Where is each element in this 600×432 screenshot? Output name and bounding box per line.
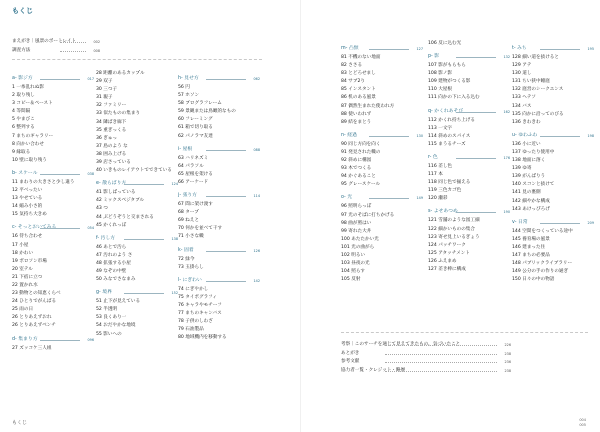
chapter-title: p- 影 bbox=[428, 54, 440, 60]
chapter-title: l- にぎわい bbox=[178, 277, 202, 283]
toc-entry[interactable]: 75 タイポグラフィ bbox=[178, 294, 218, 300]
chapter-heading[interactable] bbox=[178, 191, 260, 201]
chapter-title: c- そっとおいてみる bbox=[12, 225, 57, 231]
toc-entry[interactable]: 97 光のそばに打ちかげる bbox=[341, 212, 395, 218]
toc-entry[interactable]: 70 何かを並べて干す bbox=[178, 226, 223, 232]
toc-entry[interactable]: 130 道し bbox=[512, 71, 532, 77]
toc-entry[interactable]: 62 パノラマ友達 bbox=[178, 133, 213, 139]
leader-dots bbox=[60, 51, 86, 52]
chapter-title: e- 散らばり方 bbox=[96, 181, 127, 187]
toc-entry[interactable]: 17 小屋 bbox=[12, 242, 29, 248]
toc-entry[interactable]: 18 かわい bbox=[12, 250, 34, 256]
toc-intro-entry[interactable] bbox=[12, 38, 100, 47]
toc-entry[interactable]: 96 照明らっぽ bbox=[341, 204, 372, 210]
toc-entry[interactable]: 79 石油製品 bbox=[178, 327, 204, 333]
toc-entry[interactable]: 31 親子 bbox=[96, 95, 113, 101]
toc-entry[interactable]: 25 雨の日 bbox=[12, 307, 34, 313]
toc-entry[interactable]: 105 反射 bbox=[341, 277, 361, 283]
toc-entry[interactable]: 76 キャラやモチーフ bbox=[178, 302, 222, 308]
toc-entry[interactable]: 74 にぎやかし bbox=[178, 286, 209, 292]
chapter-page: 038 bbox=[87, 171, 94, 176]
toc-entry[interactable]: 134 バス bbox=[512, 103, 532, 109]
entry-page: 238 bbox=[504, 351, 511, 356]
toc-entry[interactable]: 65 屋根を架ける bbox=[178, 171, 213, 177]
toc-column bbox=[428, 40, 510, 274]
toc-entry[interactable]: 44 ぶどうぞうと交まされる bbox=[96, 214, 154, 220]
entry-label: 考察｜このサーチを通じて見えてきたもの、気づいたこと bbox=[341, 342, 461, 347]
toc-entry[interactable]: 29 双子 bbox=[96, 79, 113, 85]
entry-label: あとがき bbox=[341, 350, 360, 356]
toc-entry[interactable]: 21 下宿に立つ bbox=[12, 274, 43, 280]
toc-entry[interactable]: 7 まちのギャラリー bbox=[12, 133, 54, 139]
toc-entry[interactable]: 46 あとで汚ら bbox=[96, 244, 127, 250]
leader-dots bbox=[385, 371, 497, 372]
chapter-title: i- 屋根 bbox=[178, 146, 193, 152]
chapter-heading[interactable] bbox=[178, 246, 260, 256]
toc-entry[interactable]: 148 パブリックライブラリー bbox=[512, 261, 573, 267]
toc-entry[interactable]: 4 等間隔 bbox=[12, 109, 31, 115]
toc-column bbox=[178, 70, 260, 342]
toc-entry[interactable]: 144 空間をつくっている途中 bbox=[512, 228, 573, 234]
leader-dots bbox=[385, 362, 497, 363]
toc-entry[interactable]: 113 一文字 bbox=[428, 125, 453, 131]
entry-page: 226 bbox=[504, 343, 511, 347]
toc-entry[interactable]: 10 壁に取り残う bbox=[12, 157, 47, 163]
toc-entry[interactable]: 57 ホソン bbox=[178, 93, 200, 99]
toc-entry[interactable]: 86 机のある風景 bbox=[341, 95, 376, 101]
toc-closing-entry[interactable] bbox=[341, 350, 511, 359]
toc-entry[interactable]: 101 光の曲がら bbox=[341, 244, 375, 250]
toc-entry[interactable]: 82 ささる bbox=[341, 63, 363, 69]
toc-entry[interactable]: 145 養育場の風景 bbox=[512, 236, 550, 242]
toc-entry[interactable]: 135 向かに沿ってのびる bbox=[512, 111, 564, 117]
toc-entry[interactable]: 39 店さっている bbox=[96, 160, 131, 166]
toc-entry[interactable]: 60 フレーミング bbox=[178, 117, 213, 123]
toc-column bbox=[512, 40, 594, 284]
chapter-heading[interactable] bbox=[428, 153, 510, 163]
toc-entry[interactable]: 32 ファミリー bbox=[96, 103, 127, 109]
toc-entry[interactable]: 88 使いわれず bbox=[341, 111, 372, 117]
toc-entry[interactable]: 55 影いへの bbox=[96, 331, 122, 337]
toc-entry[interactable]: 81 不機のない地面 bbox=[341, 55, 381, 60]
toc-entry[interactable]: 121 雪舗のような図工細 bbox=[428, 218, 480, 224]
toc-entry[interactable]: 14 縮み小さ的 bbox=[12, 204, 43, 210]
toc-entry[interactable]: 112 かくれ持ち上げる bbox=[428, 117, 475, 123]
toc-entry[interactable]: 93 木でつくる bbox=[341, 166, 372, 172]
toc-entry[interactable]: 64 パラソル bbox=[178, 163, 204, 169]
toc-entry[interactable]: 142 細やかな構成 bbox=[512, 198, 550, 204]
chapter-title: t- みち bbox=[512, 46, 527, 51]
entry-page: 008 bbox=[93, 48, 100, 53]
toc-entry[interactable]: 89 結をまとう bbox=[341, 119, 372, 125]
toc-entry[interactable]: 138 地面に溶く bbox=[512, 158, 546, 164]
toc-entry[interactable]: 56 円 bbox=[178, 85, 190, 90]
chapter-heading[interactable] bbox=[178, 276, 260, 286]
toc-entry[interactable]: 127 差き棒に構成 bbox=[428, 266, 466, 272]
toc-entry[interactable]: 129 アテ bbox=[512, 63, 532, 69]
toc-entry[interactable]: 61 箱で切り取る bbox=[178, 125, 213, 131]
chapter-page: 127 bbox=[416, 47, 423, 51]
toc-entry[interactable]: 73 玉掛らし bbox=[178, 264, 204, 270]
chapter-title: h- 見せ方 bbox=[178, 76, 199, 81]
chapter-page: 209 bbox=[587, 220, 594, 225]
chapter-page: 130 bbox=[416, 133, 423, 138]
toc-entry[interactable]: 146 建まった住 bbox=[512, 244, 546, 250]
toc-entry[interactable]: 147 まちの必要品 bbox=[512, 252, 550, 258]
chapter-page: 176 bbox=[503, 155, 510, 160]
toc-entry[interactable]: 111 向かの下に入る込む bbox=[428, 95, 480, 101]
toc-entry[interactable]: 80 地域機内を移動する bbox=[178, 335, 227, 341]
toc-entry[interactable]: 119 三色カゴ色 bbox=[428, 188, 462, 194]
toc-entry[interactable]: 136 小に近い bbox=[512, 141, 541, 147]
leader-dots bbox=[60, 42, 86, 43]
chapter-heading[interactable] bbox=[12, 335, 94, 345]
toc-entry[interactable]: 137 ゆったり使用中 bbox=[512, 149, 555, 155]
toc-closing-entry[interactable] bbox=[341, 341, 511, 350]
toc-entry[interactable]: 36 ぎゅっ bbox=[96, 135, 118, 141]
chapter-page: 190 bbox=[503, 210, 510, 215]
toc-entry[interactable]: 1 一糸乱れぬ影 bbox=[12, 85, 44, 90]
toc-entry[interactable]: 77 まちのキャンバス bbox=[178, 310, 222, 316]
toc-entry[interactable]: 100 あたたかい光 bbox=[341, 236, 379, 242]
toc-entry[interactable]: 58 ブログラフレーム bbox=[178, 101, 222, 107]
toc-entry[interactable]: 45 かくれっぼ bbox=[96, 222, 127, 228]
chapter-heading[interactable] bbox=[12, 74, 94, 84]
toc-entry[interactable]: 5 やまびこ bbox=[12, 117, 35, 123]
toc-column bbox=[12, 70, 94, 353]
chapter-heading[interactable] bbox=[512, 44, 594, 54]
toc-entry[interactable]: 15 気持ち大きめ bbox=[12, 212, 47, 218]
toc-entry[interactable]: 78 子供のしわざ bbox=[178, 319, 213, 325]
toc-entry[interactable]: 49 なぞの中壁 bbox=[96, 268, 127, 274]
toc-entry[interactable]: 43 つ bbox=[96, 206, 108, 212]
toc-entry[interactable]: 139 がんばりう bbox=[512, 174, 546, 180]
toc-entry[interactable]: 34 隣ばき廊下 bbox=[96, 119, 127, 125]
chapter-page: 088 bbox=[253, 147, 260, 152]
chapter-title: v- 日常 bbox=[512, 219, 528, 225]
chapter-page: 198 bbox=[587, 133, 594, 138]
toc-entry[interactable]: 69 ねえと bbox=[178, 218, 200, 224]
toc-entry[interactable]: 109 建物がつくる影 bbox=[428, 79, 471, 85]
chapter-page: 149 bbox=[416, 196, 423, 201]
closing-divider bbox=[341, 332, 588, 333]
toc-entry[interactable]: 139 ゆ寄 bbox=[512, 166, 532, 172]
toc-entry[interactable]: 35 重ぎっくる bbox=[96, 127, 127, 133]
toc-entry[interactable]: 8 向かい合わせ bbox=[12, 141, 44, 147]
chapter-title: q- かくれあそび bbox=[428, 108, 464, 114]
chapter-title: g- 境界 bbox=[96, 290, 112, 296]
chapter-page: 195 bbox=[587, 47, 594, 51]
entry-label: 協力者一覧・クレジット・略歴 bbox=[341, 367, 406, 373]
toc-entry[interactable]: 114 斜めのスパイス bbox=[428, 133, 471, 139]
chapter-title: d- 集まり方 bbox=[12, 336, 38, 342]
toc-entry[interactable]: 140 スコンと抜けて bbox=[512, 182, 555, 188]
toc-entry[interactable]: 117 本 bbox=[428, 172, 443, 178]
chapter-heading[interactable] bbox=[341, 44, 423, 54]
toc-entry[interactable]: 104 照らす bbox=[341, 269, 366, 275]
toc-entry[interactable]: 19 ボロソン市場 bbox=[12, 258, 47, 264]
toc-column bbox=[96, 70, 178, 339]
toc-entry[interactable]: 94 かぐあること bbox=[341, 174, 376, 180]
toc-entry[interactable]: 20 室テル bbox=[12, 266, 33, 272]
chapter-title: o- 光 bbox=[341, 195, 353, 201]
toc-entry[interactable]: 85 インスタント bbox=[341, 87, 376, 93]
chapter-heading[interactable] bbox=[428, 52, 510, 62]
toc-entry[interactable]: 30 三つ子 bbox=[96, 87, 118, 93]
toc-entry[interactable]: 22 置かれ水 bbox=[12, 282, 38, 288]
toc-entry[interactable]: 9 縁取る bbox=[12, 149, 31, 155]
chapter-title: n- 経過 bbox=[341, 132, 357, 138]
chapter-page: 062 bbox=[253, 77, 260, 81]
toc-entry[interactable]: 92 斜めに構図 bbox=[341, 158, 372, 164]
page-title: もくじ bbox=[12, 7, 33, 15]
chapter-title: m- 凸無 bbox=[341, 46, 359, 51]
toc-entry[interactable]: 131 ちい狭中睡庭 bbox=[512, 79, 550, 85]
leader-dots bbox=[385, 345, 497, 346]
toc-entry[interactable]: 12 平べったい bbox=[12, 188, 43, 194]
toc-entry[interactable]: 107 影がもらもら bbox=[428, 63, 466, 69]
chapter-page: 138 bbox=[171, 236, 178, 241]
toc-entry[interactable]: 90 同じ方向を向く bbox=[341, 141, 381, 147]
toc-entry[interactable]: 53 良くあり一 bbox=[96, 315, 127, 321]
toc-entry[interactable]: 41 影しばっている bbox=[96, 190, 136, 196]
chapter-page: 114 bbox=[253, 194, 260, 199]
toc-entry[interactable]: 72 緑今 bbox=[178, 256, 195, 262]
intro-divider bbox=[12, 59, 262, 60]
toc-entry[interactable]: 132 庭営のシークエンス bbox=[512, 87, 564, 93]
toc-entry[interactable]: 84 サブ2り bbox=[341, 79, 366, 85]
entry-page: 236 bbox=[504, 360, 511, 364]
chapter-heading[interactable] bbox=[341, 131, 423, 141]
chapter-heading[interactable] bbox=[178, 74, 260, 84]
toc-entry[interactable]: 91 発見された幟の bbox=[341, 149, 381, 155]
toc-entry[interactable]: 128 細い道を抜けると bbox=[512, 55, 559, 60]
chapter-heading[interactable] bbox=[96, 288, 178, 298]
toc-entry[interactable]: 125 アタッチメント bbox=[428, 250, 470, 256]
entry-page: 238 bbox=[504, 368, 511, 373]
toc-entry[interactable]: 33 似たものの集まり bbox=[96, 111, 141, 117]
toc-entry[interactable]: 115 まうるチーズ bbox=[428, 141, 466, 147]
toc-closing-entry[interactable] bbox=[341, 358, 511, 367]
entry-label: まえがき｜風景のポートレイト bbox=[12, 39, 77, 44]
chapter-title: s- よせあつめ bbox=[428, 209, 458, 215]
toc-entry[interactable]: 141 見の裏側 bbox=[512, 190, 541, 196]
chapter-title: b- スケール bbox=[12, 170, 38, 176]
toc-entry[interactable]: 26 とりあえずおれ bbox=[12, 315, 52, 321]
page-number-left: 004 bbox=[579, 418, 586, 422]
entry-label: 参考文献 bbox=[341, 359, 360, 364]
toc-entry[interactable]: 26 とりあえずベンチ bbox=[12, 323, 56, 329]
toc-entry[interactable]: 42 ミックスベジタブル bbox=[96, 198, 145, 204]
toc-entry[interactable]: 16 待ち合わせ bbox=[12, 234, 43, 240]
toc-entry[interactable]: 150 日々の中の物語 bbox=[512, 277, 555, 283]
chapter-page: 126 bbox=[253, 248, 260, 253]
toc-entry[interactable]: 103 昼夜の光 bbox=[341, 261, 370, 267]
chapter-page: 124 bbox=[171, 182, 178, 187]
toc-entry[interactable]: 24 ひとりでがんばる bbox=[12, 299, 57, 305]
chapter-page: 017 bbox=[87, 77, 94, 81]
toc-entry[interactable]: 37 島のよう な bbox=[96, 143, 128, 149]
chapter-title: r- 色 bbox=[428, 154, 438, 160]
chapter-heading[interactable] bbox=[341, 193, 423, 203]
closing-section bbox=[341, 341, 511, 375]
toc-entry[interactable]: 47 汚れのよう さ bbox=[96, 252, 133, 258]
toc-entry[interactable]: 23 動物との知恵くらべ bbox=[12, 291, 61, 297]
toc-entry[interactable]: 50 みなでさなまみ bbox=[96, 277, 136, 283]
chapter-heading[interactable] bbox=[428, 207, 510, 217]
chapter-heading[interactable] bbox=[96, 234, 178, 244]
toc-entry[interactable]: 99 寄れた大井 bbox=[341, 228, 372, 234]
toc-entry[interactable]: 102 明るい bbox=[341, 252, 366, 258]
toc-entry[interactable]: 27 ズッコケ三人組 bbox=[12, 345, 52, 351]
toc-entry[interactable]: 143 あけっぴろげ bbox=[512, 206, 550, 212]
chapter-title: j- 張り方 bbox=[178, 193, 197, 199]
chapter-heading[interactable] bbox=[512, 131, 594, 141]
toc-entry[interactable]: 98 曲が照はい bbox=[341, 220, 372, 226]
toc-entry[interactable]: 54 おだやかな地境 bbox=[96, 323, 136, 329]
toc-entry[interactable]: 38 囲み上げる bbox=[96, 151, 127, 157]
toc-entry[interactable]: 11 まわりの大きさと少し違う bbox=[12, 179, 75, 185]
page-number-right: 005 bbox=[579, 422, 586, 427]
toc-entry[interactable]: 136 きわきわ bbox=[512, 119, 541, 125]
page-number bbox=[579, 418, 586, 427]
chapter-title: a- 影ジ方 bbox=[12, 76, 33, 81]
chapter-heading[interactable] bbox=[96, 179, 178, 189]
page-footer: もくじ bbox=[12, 420, 28, 426]
toc-entry[interactable]: 67 間に架け渡す bbox=[178, 202, 213, 208]
toc-entry[interactable]: 83 とどろせまし bbox=[341, 71, 376, 77]
toc-entry[interactable]: 68 タープ bbox=[178, 210, 199, 216]
toc-closing-entry[interactable] bbox=[341, 367, 511, 376]
chapter-page: 096 bbox=[87, 337, 94, 342]
chapter-page: 142 bbox=[253, 278, 260, 283]
toc-entry[interactable]: 2 取り残し bbox=[12, 93, 35, 99]
toc-entry[interactable]: 52 半透明 bbox=[96, 307, 118, 313]
chapter-page: 132 bbox=[503, 55, 510, 60]
toc-entry[interactable]: 116 差し色 bbox=[428, 163, 453, 169]
chapter-heading[interactable] bbox=[178, 145, 260, 155]
toc-entry[interactable]: 51 止下が見えている bbox=[96, 299, 141, 305]
toc-entry[interactable]: 48 拡張する小屋 bbox=[96, 260, 131, 266]
chapter-page: 054 bbox=[87, 226, 94, 231]
toc-entry[interactable]: 110 大屋根 bbox=[428, 87, 453, 93]
leader-dots bbox=[385, 354, 497, 355]
toc-entry[interactable]: 63 ハリネズミ bbox=[178, 155, 209, 161]
toc-entry[interactable]: 40 いきものレイアウトでできている bbox=[96, 168, 172, 174]
toc-entry[interactable]: 133 ヘテソ bbox=[512, 95, 536, 101]
chapter-heading[interactable] bbox=[512, 218, 594, 228]
toc-column bbox=[341, 40, 423, 284]
toc-entry[interactable]: 126 ふえまめ bbox=[428, 258, 457, 264]
chapter-page: 162 bbox=[503, 109, 510, 114]
toc-entry[interactable]: 124 パッチワーク bbox=[428, 242, 466, 248]
entry-label: 調査方法 bbox=[12, 47, 31, 53]
toc-entry[interactable]: 71 小さな幟 bbox=[178, 234, 204, 240]
toc-entry[interactable]: 123 寄せ見上いるぎょう bbox=[428, 234, 480, 240]
chapter-title: k- 固着 bbox=[178, 247, 194, 253]
chapter-title: f- 汚し方 bbox=[96, 235, 116, 241]
toc-entry[interactable]: 66 アーケード bbox=[178, 179, 209, 185]
chapter-heading[interactable] bbox=[12, 223, 94, 233]
toc-intro-entry[interactable] bbox=[12, 47, 100, 56]
toc-entry[interactable]: 3 コピー＆ペースト bbox=[12, 101, 53, 107]
toc-entry[interactable]: 6 整列する bbox=[12, 125, 35, 131]
toc-entry[interactable]: 122 細かいものの集合 bbox=[428, 226, 475, 232]
toc-entry[interactable]: 118 同じ色で揃える bbox=[428, 180, 471, 186]
toc-entry[interactable]: 59 景観または鳥瞰的なもの bbox=[178, 109, 236, 115]
toc-entry[interactable]: 149 公分の手の作りの通ぎ bbox=[512, 269, 569, 275]
chapter-title: u- ゆわふわ bbox=[512, 132, 538, 138]
toc-entry[interactable]: 106 反に込む光 bbox=[428, 41, 462, 46]
chapter-heading[interactable] bbox=[12, 169, 94, 179]
toc-entry[interactable]: 13 やせている bbox=[12, 196, 43, 202]
chapter-heading[interactable] bbox=[428, 107, 510, 117]
intro-section bbox=[12, 38, 100, 55]
toc-entry[interactable]: 87 偶然生まれた使われ方 bbox=[341, 103, 395, 109]
toc-entry[interactable]: 95 グレースケール bbox=[341, 182, 381, 188]
toc-entry[interactable]: 108 影ノ影 bbox=[428, 71, 453, 77]
chapter-page: 152 bbox=[171, 291, 178, 296]
toc-entry[interactable]: 120 瀬彩 bbox=[428, 196, 448, 202]
toc-entry[interactable]: 28 距離のあるカップル bbox=[96, 71, 145, 76]
page-spine bbox=[300, 0, 301, 432]
entry-page: 002 bbox=[93, 40, 100, 44]
